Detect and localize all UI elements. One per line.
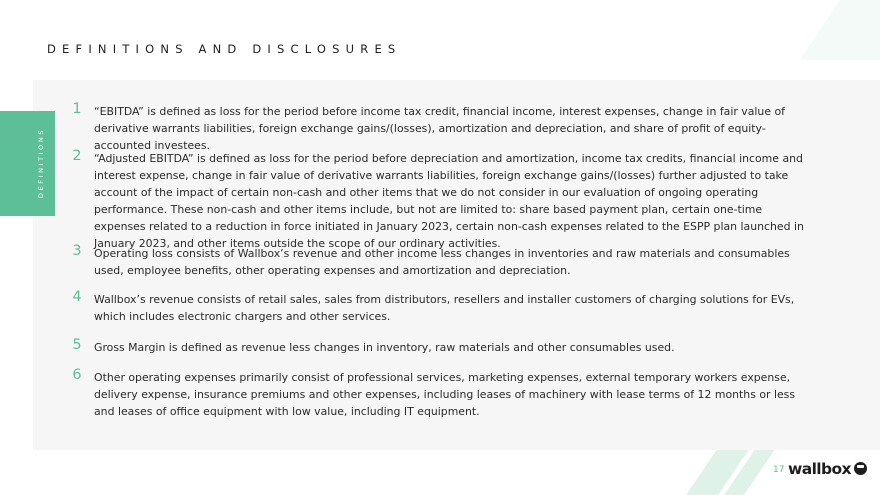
definition-item-2 bbox=[70, 150, 810, 252]
definition-number: 3 bbox=[72, 243, 82, 259]
definition-text: “Adjusted EBITDA” is defined as loss for the period before depreciation and amortization, income tax credits, financial income and interest expense, change in fair value of derivative warrants liabilities, foreign exchange gains/(losses) further adjusted to take account of the impact of certain non-cash and other items that we do not consider in our evaluation of ongoing operating performance. These non-cash and other items include, but not are limited to: share based payment plan, certain one-time expenses related to a reduction in force initiated in January 2023, certain non-cash expenses related to the ESPP plan launched in January 2023, and other items outside the scope of our ordinary activities. bbox=[94, 152, 804, 250]
definition-number: 4 bbox=[72, 289, 82, 305]
definition-number: 5 bbox=[72, 337, 82, 353]
side-tab-label: DEFINITIONS bbox=[37, 127, 45, 199]
definition-text: Wallbox’s revenue consists of retail sales, sales from distributors, resellers and installer customers of charging solutions for EVs, which includes electronic chargers and other services. bbox=[94, 293, 795, 323]
side-tab bbox=[0, 111, 55, 216]
definition-text: “EBITDA” is defined as loss for the period before income tax credit, financial income, interest expenses, change in fair value of derivative warrants liabilities, foreign exchange gains/(losses), amortization and depreciation, and share of profit of equity-accounted investees. bbox=[94, 105, 785, 152]
definition-text: Other operating expenses primarily consist of professional services, marketing expenses, external temporary workers expense, delivery expense, insurance premiums and other expenses, including leases of machinery with lease terms of 12 months or less and leases of office equipment with low value, including IT equipment. bbox=[94, 371, 796, 418]
brand-logo bbox=[788, 460, 867, 479]
definition-item-3 bbox=[70, 245, 810, 279]
definition-item-4 bbox=[70, 291, 810, 325]
definition-item-1 bbox=[70, 103, 810, 154]
page-number: 17 bbox=[773, 465, 785, 475]
definition-number: 6 bbox=[72, 367, 82, 383]
stripe-top-right bbox=[800, 0, 880, 60]
page-title: DEFINITIONS AND DISCLOSURES bbox=[47, 42, 402, 56]
definition-number: 2 bbox=[72, 148, 82, 164]
definition-text: Gross Margin is defined as revenue less changes in inventory, raw materials and other consumables used. bbox=[94, 341, 675, 354]
brand-wordmark: wallbox bbox=[788, 460, 851, 478]
wallbox-logo-icon bbox=[854, 462, 867, 475]
definition-item-6 bbox=[70, 369, 810, 420]
definition-item-5 bbox=[70, 339, 810, 356]
definition-text: Operating loss consists of Wallbox’s revenue and other income less changes in inventories and raw materials and consumables used, employee benefits, other operating expenses and amortization and depreciation. bbox=[94, 247, 790, 277]
definition-number: 1 bbox=[72, 101, 82, 117]
